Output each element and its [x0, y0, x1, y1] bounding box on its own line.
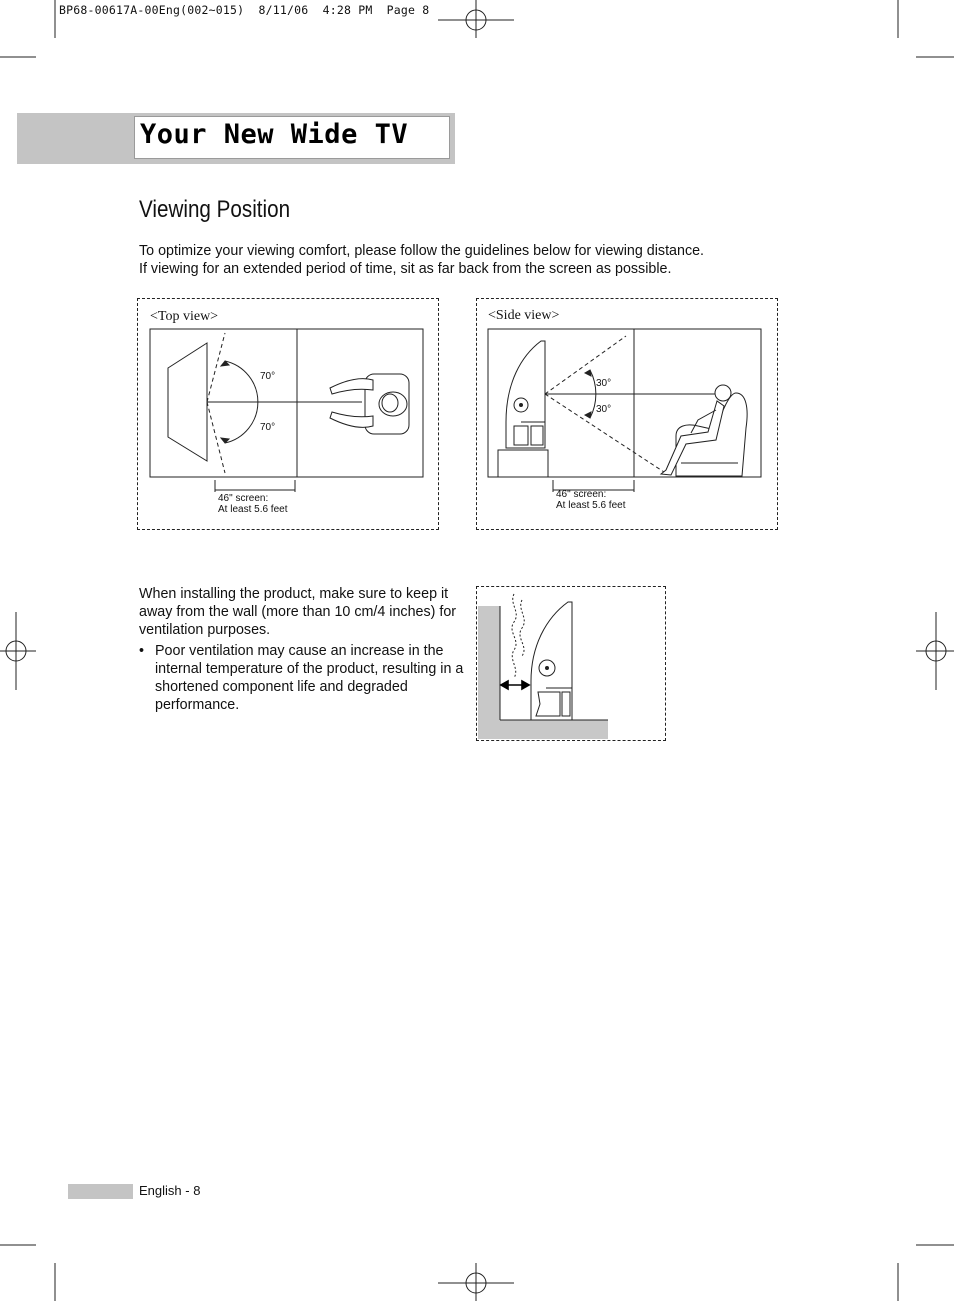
ventilation-diagram	[476, 586, 666, 741]
top-view-distance-line-2: At least 5.6 feet	[218, 504, 288, 515]
top-view-label: <Top view>	[150, 309, 219, 324]
top-view-angle-upper: 70°	[260, 371, 276, 382]
top-view-distance-line-1: 46" screen:	[218, 493, 269, 504]
intro-text	[139, 242, 779, 278]
ventilation-text: When installing the product, make sure to keep it away from the wall (more than 10 cm/4 inches) for ventilation purposes.	[139, 586, 457, 638]
ventilation-bullet	[139, 642, 469, 714]
side-view-distance-line-2: At least 5.6 feet	[556, 500, 626, 511]
ventilation-section	[139, 585, 469, 714]
footer-bar	[68, 1184, 133, 1199]
intro-line-2: If viewing for an extended period of time, sit as far back from the screen as possible.	[139, 261, 672, 277]
print-header: BP68-00617A-00Eng(002~015) 8/11/06 4:28 PM Page 8	[59, 3, 430, 17]
page-title: Your New Wide TV	[140, 119, 409, 150]
side-view-diagram	[476, 298, 778, 530]
side-view-angle-upper: 30°	[596, 378, 612, 389]
side-view-distance-line-1: 46" screen:	[556, 489, 607, 500]
intro-line-1: To optimize your viewing comfort, please follow the guidelines below for viewing distance.	[139, 243, 705, 259]
top-view-diagram	[137, 298, 439, 530]
ventilation-bullet-text: Poor ventilation may cause an increase in the internal temperature of the product, resulting in a shortened component life and degraded performance.	[155, 643, 464, 713]
side-view-angle-lower: 30°	[596, 404, 612, 415]
page-number: English - 8	[139, 1183, 201, 1198]
bullet-marker: •	[139, 643, 145, 659]
section-title: Viewing Position	[139, 196, 291, 223]
side-view-label: <Side view>	[488, 308, 560, 323]
top-view-angle-lower: 70°	[260, 422, 276, 433]
